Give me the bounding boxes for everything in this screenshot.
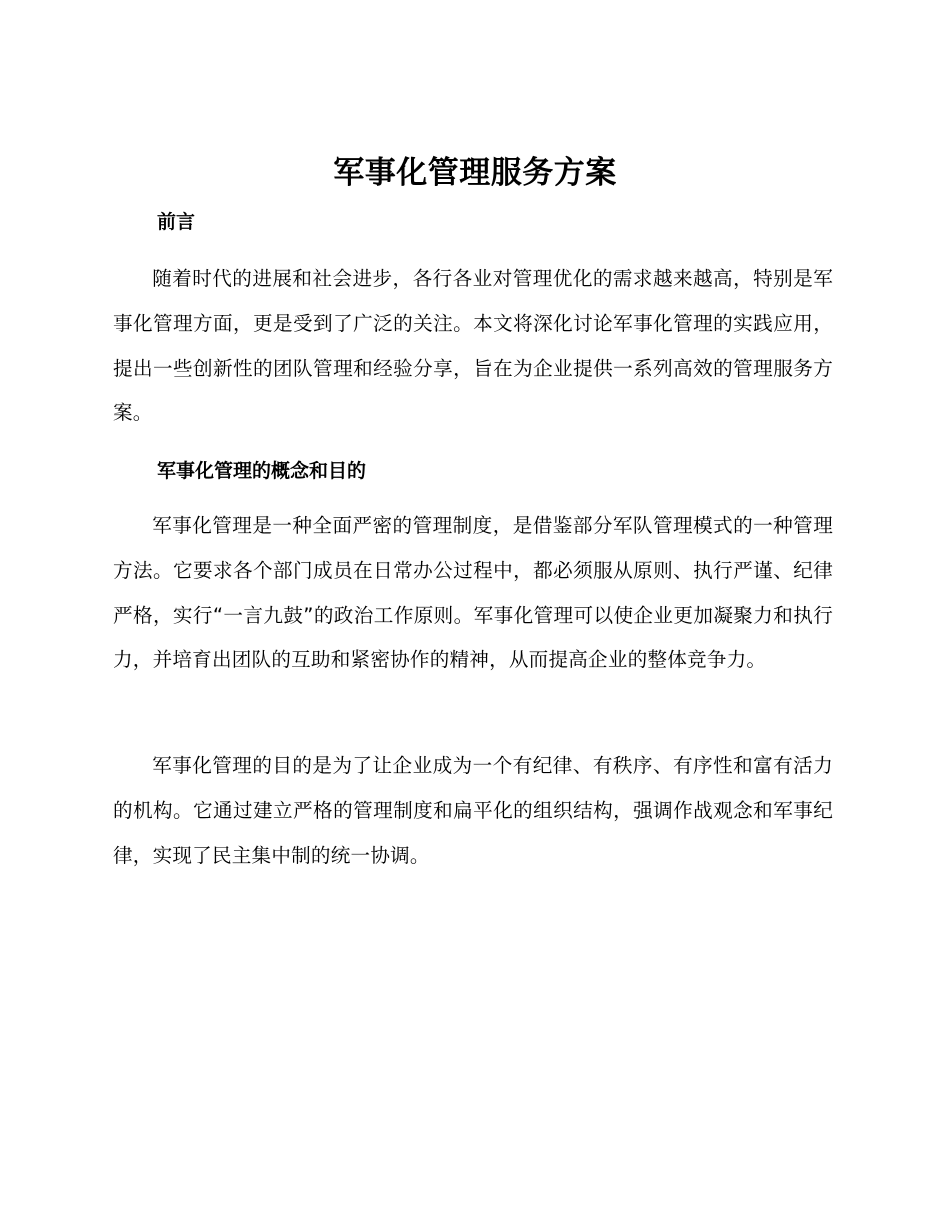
concept-paragraph-2: 军事化管理的目的是为了让企业成为一个有纪律、有秩序、有序性和富有活力的机构。它通过建立严格的管理制度和扁平化的组织结构，强调作战观念和军事纪律，实现了民主集中制的统一协调。: [113, 754, 833, 867]
document-title: 军事化管理服务方案: [333, 155, 617, 191]
section-heading-preface: 前言: [157, 211, 196, 233]
preface-paragraph: 随着时代的进展和社会进步，各行各业对管理优化的需求越来越高，特别是军事化管理方面，更是受到了广泛的关注。本文将深化讨论军事化管理的实践应用，提出一些创新性的团队管理和经验分享，旨在为企业提供一系列高效的管理服务方案。: [113, 267, 833, 425]
section-heading-concept: 军事化管理的概念和目的: [157, 460, 367, 482]
concept-paragraph-1: 军事化管理是一种全面严密的管理制度，是借鉴部分军队管理模式的一种管理方法。它要求各个部门成员在日常办公过程中，都必须服从原则、执行严谨、纪律严格，实行“一言九鼓”的政治工作原则。军事化管理可以使企业更加凝聚力和执行力，并培育出团队的互助和紧密协作的精神，从而提高企业的整体竞争力。: [113, 514, 833, 672]
